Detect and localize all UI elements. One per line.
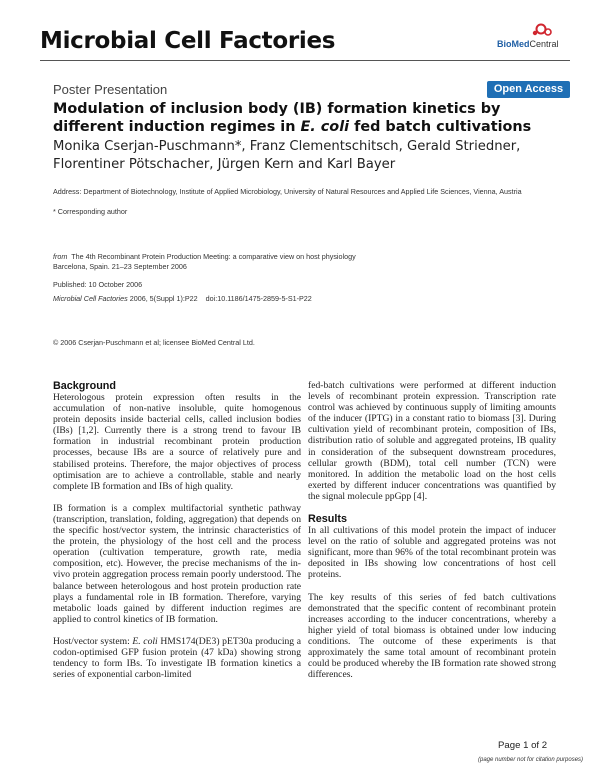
- corresponding-author-note: * Corresponding author: [53, 207, 128, 216]
- citation-details: 2006, 5(Suppl 1):P22: [129, 294, 198, 303]
- biomed-central-logo: [497, 23, 569, 53]
- section-heading-background: Background: [53, 380, 116, 392]
- journal-title: Microbial Cell Factories: [40, 28, 336, 54]
- publisher-name: [497, 39, 559, 49]
- author-list: Monika Cserjan-Puschmann*, Franz Clementschitsch, Gerald Striedner, Florentiner Pötschacher, Jürgen Kern and Karl Bayer: [53, 139, 521, 172]
- title-part-1: Modulation of inclusion body (IB) formation kinetics by different induction regimes in: [53, 101, 501, 135]
- page-number: Page 1 of 2: [498, 740, 548, 751]
- conference-meeting: The 4th Recombinant Protein Production Meeting: a comparative view on host physiology: [71, 252, 356, 261]
- title-part-2: fed batch cultivations: [349, 119, 532, 135]
- article-type: Poster Presentation: [53, 82, 168, 97]
- publisher-rest: Central: [529, 39, 559, 49]
- header-divider: [40, 60, 570, 61]
- conference-location: Barcelona, Spain. 21–23 September 2006: [53, 261, 187, 271]
- p3-rest: HMS174(DE3) pET30a producing a codon-optimised GFP fusion protein (47 kDa) showing strong tendency to form IBs. To investigate IB formation kinetics a series of exponential carbon-limited: [53, 635, 302, 681]
- background-paragraph-3: [53, 636, 301, 680]
- results-paragraph-2: The key results of this series of fed batch cultivations demonstrated that the specific content of recombinant protein increases according to the inducer concentrations, whereby a higher yield of total biomass is obtained under low inducing conditions. The outcome of these experiments is that approximately the same total amount of recombinant protein could be produced whereby the IB formation rate showed strong differences.: [308, 591, 556, 681]
- body-column-right: [308, 380, 556, 691]
- body-column-left: [53, 380, 301, 691]
- conference-info: [53, 252, 553, 271]
- citation-line: [53, 294, 312, 304]
- article-title: [53, 100, 553, 136]
- background-paragraph-1: Heterologous protein expression often results in the accumulation of non-native insoluble, quite homogenous protein deposits inside bacterial cells, called inclusion bodies (IBs) [1,2]. Currently there is a strong trend to favour IB formation in industrial recombinant protein production processes, because IBs are a source of relatively pure and stabilised proteins. Therefore, the major objectives of process optimisation are to achieve a controllable, stable and nearly complete IB formation and IBs of high quality.: [53, 392, 301, 492]
- section-heading-results: Results: [308, 513, 348, 526]
- citation-doi[interactable]: doi:10.1186/1475-2859-5-S1-P22: [205, 294, 312, 303]
- p3-prefix: Host/vector system:: [53, 635, 133, 647]
- page-number-note: (page number not for citation purposes): [478, 757, 584, 763]
- affiliation-address: Address: Department of Biotechnology, Institute of Applied Microbiology, University of Natural Resources and Applied Life Sciences, Vienna, Austria: [53, 187, 522, 196]
- published-date: Published: 10 October 2006: [53, 280, 143, 289]
- conference-from: from: [53, 252, 68, 261]
- biomed-logo-icon: [497, 23, 569, 39]
- publisher-bold: BioMed: [497, 39, 530, 49]
- results-paragraph-1: In all cultivations of this model protein the impact of inducer level on the ratio of soluble and aggregated proteins was not significant, more than 96% of the total recombinant protein was deposited in IBs showing low concentrations of host cell proteins.: [308, 525, 556, 581]
- citation-journal: Microbial Cell Factories: [53, 294, 128, 303]
- copyright-notice: © 2006 Cserjan-Puschmann et al; licensee BioMed Central Ltd.: [53, 338, 255, 347]
- background-paragraph-2: IB formation is a complex multifactorial synthetic pathway (transcription, translation, folding, aggregation) that depends on the specific host/vector system, the intrinsic characteristics of the protein, the physiology of the host cell and the process operation (cultivation temperature, growth rate, media composition, etc). However, the precise mechanisms of the in-vivo protein aggregation process remain poorly understood. The balance between heterologous and host protein production rate plays a fundamental role in IB formation. Therefore, varying metabolic loads gained by different induction regimes are applied to control kinetics of IB formation.: [53, 502, 301, 625]
- background-paragraph-4: fed-batch cultivations were performed at different induction levels of recombinant protein expression. Transcription rate control was achieved by continuous supply of limiting amounts of the inducer (IPTG) in a constant ratio to biomass [3]. During cultivation yield of recombinant protein, composition of IBs, distribution ratio of soluble and aggregated proteins, IB quality in consideration of the subsequent downstream procedures, cellular growth (BDM), total cell number (TCN) were monitored. In addition the metabolic load on the host cells exerted by different inducer concentrations was quantified by the signal molecule ppGpp [4].: [308, 380, 556, 502]
- open-access-badge: Open Access: [487, 81, 570, 98]
- p3-organism: E. coli: [132, 635, 158, 647]
- title-organism: E. coli: [300, 119, 350, 135]
